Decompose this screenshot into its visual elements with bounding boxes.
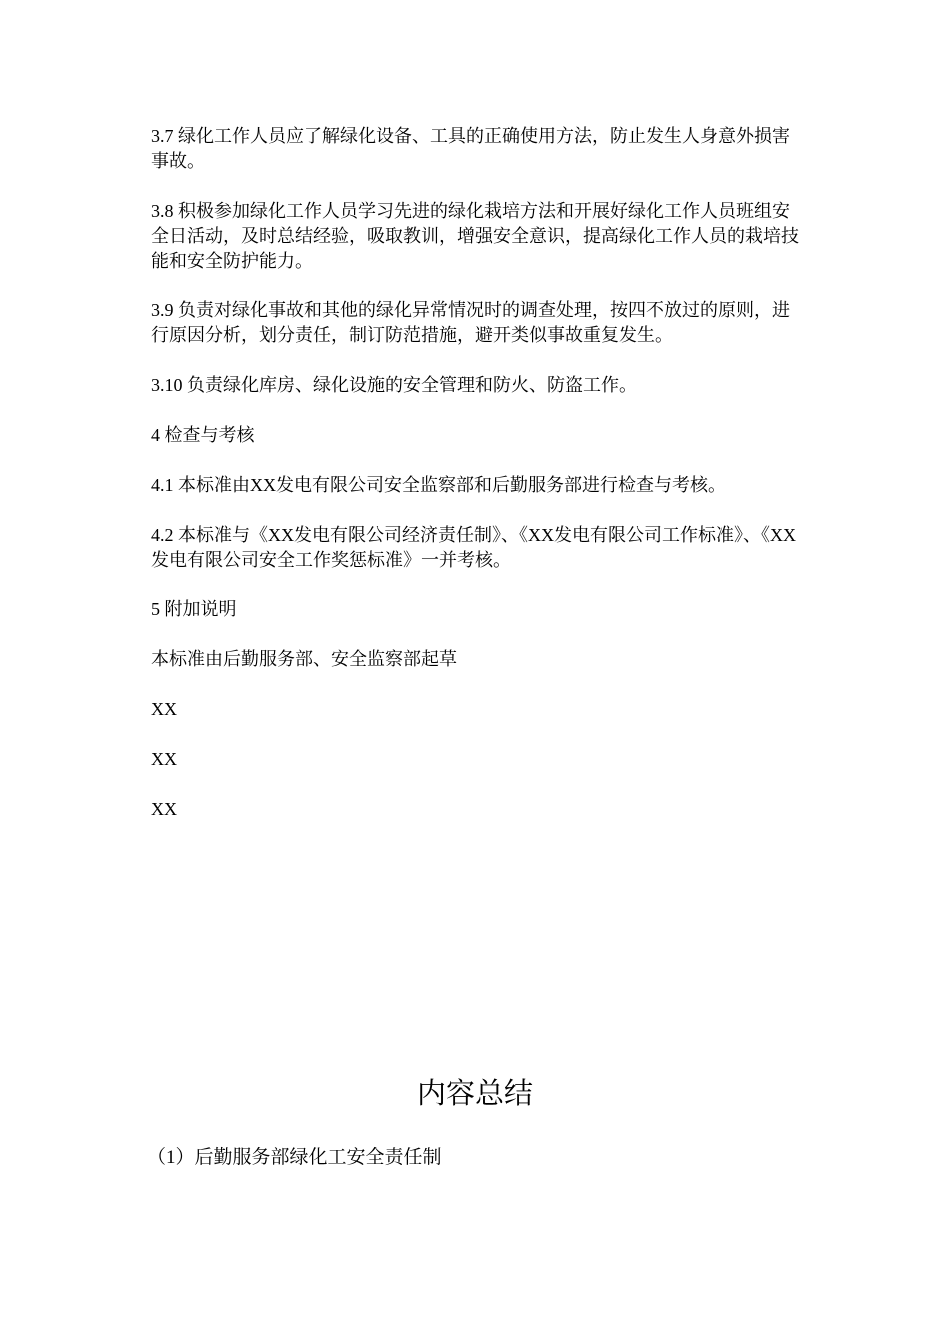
placeholder-line-3: XX — [151, 799, 177, 819]
paragraph-4-2: 4.2 本标准与《XX发电有限公司经济责任制》、《XX发电有限公司工作标准》、《XX发电有限公司安全工作奖惩标准》一并考核。 — [151, 525, 796, 570]
paragraph-4-1: 4.1 本标准由XX发电有限公司安全监察部和后勤服务部进行检查与考核。 — [151, 475, 726, 495]
summary-title: 内容总结 — [416, 1078, 533, 1110]
paragraph-3-10: 3.10 负责绿化库房、绿化设施的安全管理和防火、防盗工作。 — [151, 375, 637, 395]
summary-item: （1）后勤服务部绿化工安全责任制 — [147, 1147, 442, 1168]
paragraph-3-9: 3.9 负责对绿化事故和其他的绿化异常情况时的调查处理，按四不放过的原则，进行原因分析，划分责任，制订防范措施，避开类似事故重复发生。 — [151, 300, 790, 345]
paragraph-3-8: 3.8 积极参加绿化工作人员学习先进的绿化栽培方法和开展好绿化工作人员班组安全日活动，及时总结经验，吸取教训，增强安全意识，提高绿化工作人员的栽培技能和安全防护能力。 — [151, 201, 799, 271]
placeholder-line-1: XX — [151, 699, 177, 719]
drafting-note: 本标准由后勤服务部、安全监察部起草 — [151, 649, 457, 669]
paragraph-3-7: 3.7 绿化工作人员应了解绿化设备、工具的正确使用方法，防止发生人身意外损害事故。 — [151, 126, 790, 171]
section-heading-5: 5 附加说明 — [151, 599, 237, 619]
placeholder-line-2: XX — [151, 749, 177, 769]
section-heading-4: 4 检查与考核 — [151, 425, 255, 445]
